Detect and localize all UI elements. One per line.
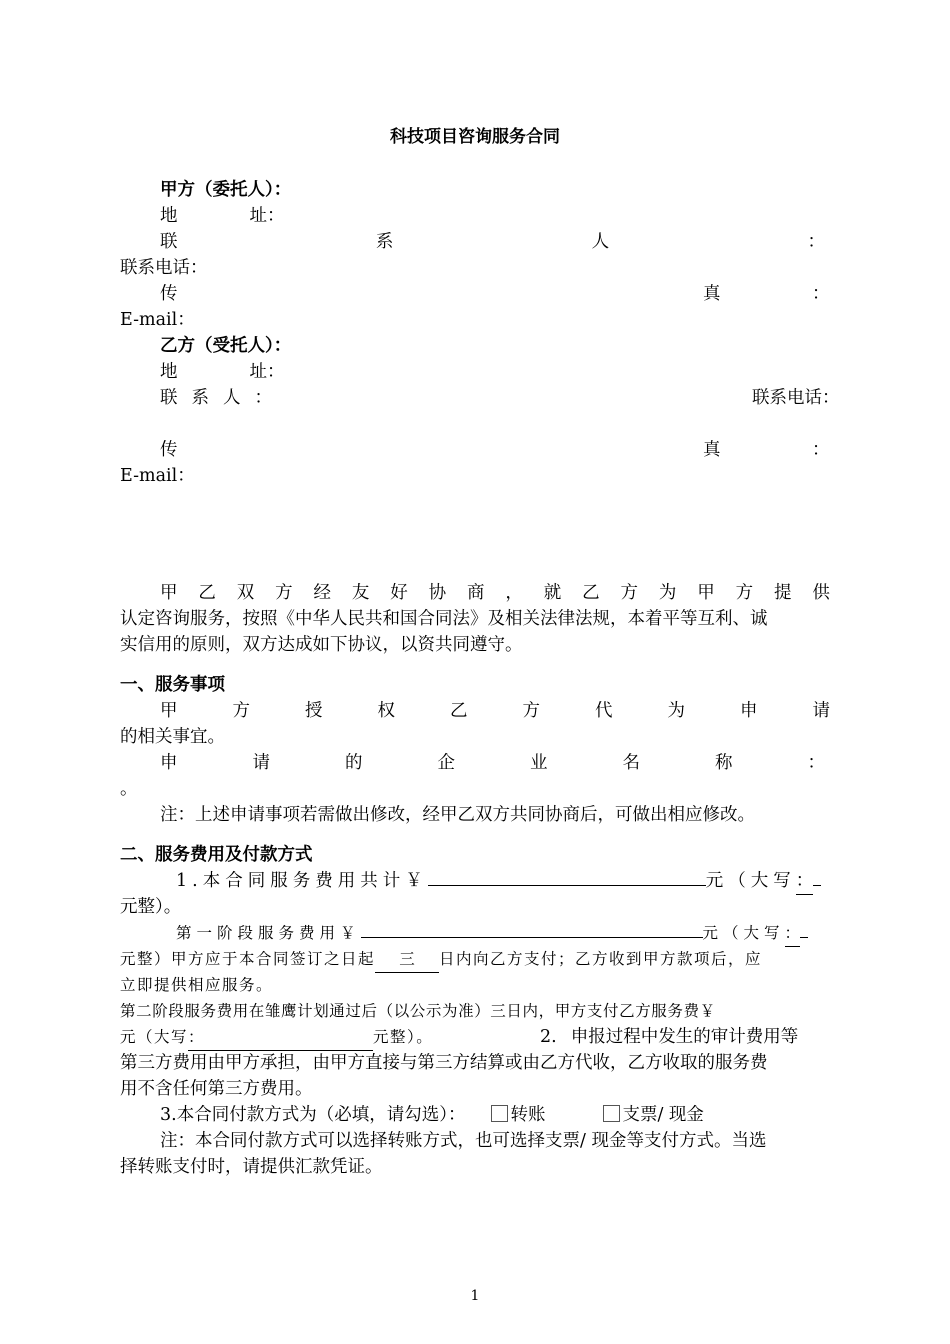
item-2-line-3: 用不含任何第三方费用。 bbox=[120, 1079, 313, 1099]
fee-total-uppercase-blank[interactable]: ： bbox=[796, 868, 814, 895]
stage-1-uppercase-blank[interactable]: ： bbox=[785, 920, 801, 947]
party-a-fax-char-2: 真 bbox=[703, 284, 721, 304]
section-1-line-1: 甲 方 授 权 乙 方 代 为 申 请 bbox=[160, 701, 830, 721]
preamble-line-2: 认定咨询服务，按照《中华人民共和国合同法》及相关法律法规，本着平等互利、诚 bbox=[120, 609, 768, 629]
fee-total-end: 元整）。 bbox=[120, 897, 182, 917]
section-1-line-2: 的相关事宜。 bbox=[120, 727, 225, 747]
section-1-note: 注：上述申请事项若需做出修改，经甲乙双方共同协商后，可做出相应修改。 bbox=[160, 805, 755, 825]
section-1-company-name-label: 申 请 的 企 业 名 称 ： bbox=[160, 753, 825, 773]
section-1-period: 。 bbox=[120, 779, 138, 799]
party-b-fax-char-1: 传 bbox=[160, 440, 178, 460]
stage-2-uppercase-blank[interactable]: ： bbox=[188, 1024, 373, 1051]
payment-note-line-1: 注：本合同付款方式可以选择转账方式，也可选择支票/ 现金等支付方式。当选 bbox=[160, 1131, 767, 1151]
party-b-phone-label: 联系电话： bbox=[752, 388, 840, 408]
stage-1-service-line: 立即提供相应服务。 bbox=[120, 976, 274, 994]
party-b-heading: 乙方（受托人）： bbox=[160, 336, 292, 356]
fee-total-blank[interactable] bbox=[428, 885, 706, 886]
item-2-line-2: 第三方费用由甲方承担，由甲方直接与第三方结算或由乙方代收，乙方收取的服务费 bbox=[120, 1053, 768, 1073]
fee-total-line: 1.本合同服务费用共计￥ 元（大写： bbox=[176, 868, 821, 895]
party-b-email-label: E-mail： bbox=[120, 466, 195, 486]
preamble-line-3: 实信用的原则，双方达成如下协议，以资共同遵守。 bbox=[120, 635, 523, 655]
party-b-address-label: 地 址： bbox=[160, 362, 285, 382]
preamble-line-1: 甲 乙 双 方 经 友 好 协 商 ， 就 乙 方 为 甲 方 提 供 bbox=[160, 583, 830, 603]
party-a-email-label: E-mail： bbox=[120, 310, 195, 330]
check-cash-checkbox[interactable] bbox=[603, 1105, 620, 1122]
party-a-contact-label: 联 系 人 ： bbox=[160, 232, 825, 252]
stage-1-days-field[interactable]: 三 bbox=[375, 946, 439, 973]
party-a-address-label: 地 址： bbox=[160, 206, 285, 226]
party-a-fax-colon: ： bbox=[812, 284, 830, 304]
transfer-checkbox[interactable] bbox=[491, 1105, 508, 1122]
party-b-contact-label: 联系人： bbox=[160, 388, 286, 408]
stage-2-fee-line: 第二阶段服务费用在雏鹰计划通过后（以公示为准）三日内，甲方支付乙方服务费￥ bbox=[120, 1002, 716, 1020]
party-a-fax-char-1: 传 bbox=[160, 284, 178, 304]
party-b-fax-colon: ： bbox=[812, 440, 830, 460]
item-2-line-1: 2. 申报过程中发生的审计费用等 bbox=[540, 1027, 799, 1047]
section-2-heading: 二、服务费用及付款方式 bbox=[120, 845, 313, 865]
party-a-heading: 甲方（委托人）： bbox=[160, 180, 292, 200]
page-number: 1 bbox=[470, 1288, 480, 1304]
party-a-phone-label: 联系电话： bbox=[120, 258, 208, 278]
stage-1-fee-line: 第一阶段服务费用￥ 元（大写： bbox=[176, 920, 808, 947]
stage-1-payment-line: 元整）甲方应于本合同签订之日起 三 日内向乙方支付；乙方收到甲方款项后，应 bbox=[120, 946, 762, 973]
party-b-fax-char-2: 真 bbox=[703, 440, 721, 460]
section-1-heading: 一、服务事项 bbox=[120, 675, 225, 695]
payment-note-line-2: 择转账支付时，请提供汇款凭证。 bbox=[120, 1157, 383, 1177]
payment-method-line: 3.本合同付款方式为（必填，请勾选）： 转账 支票/ 现金 bbox=[160, 1105, 704, 1125]
contract-title: 科技项目咨询服务合同 bbox=[390, 127, 560, 147]
stage-2-uppercase-line: 元（大写： 元整）。 bbox=[120, 1024, 433, 1051]
stage-1-fee-blank[interactable] bbox=[361, 937, 703, 938]
